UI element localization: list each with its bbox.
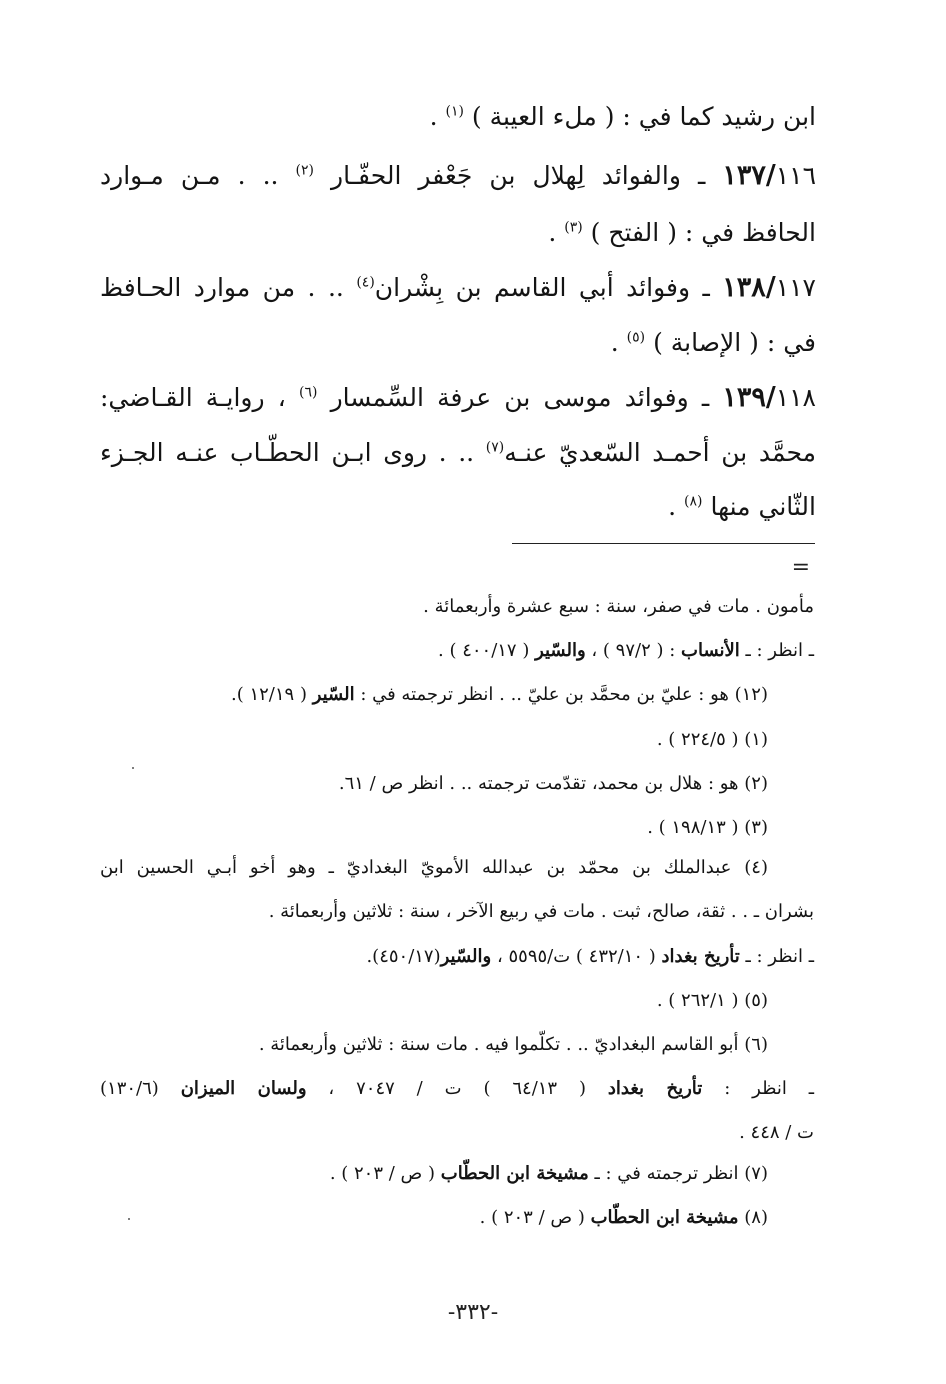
entry-end: .	[548, 218, 557, 247]
intro-text: ابن رشيد كما في : ( ملء العيبة )	[471, 102, 816, 131]
footnote-ref: (٧)	[485, 439, 505, 456]
entry-separator: /	[765, 382, 776, 413]
footnote-8	[480, 1207, 768, 1228]
source-title: الأنساب	[681, 640, 740, 661]
footnote-1: (١) ( ٢٢٤/٥ ) .	[656, 729, 768, 750]
footnote-text: ( ٤٣٢/١٠ ) ت/٥٥٩٥ ،	[491, 946, 662, 967]
footnote-7	[330, 1163, 768, 1184]
entry-text: الحافظ في : ( الفتح )	[590, 218, 816, 247]
footnote-text: (١٣٠/٦)	[100, 1078, 159, 1099]
entry-text: ـ والفوائد لِهلال بن جَعْفر الحفّـار	[314, 161, 723, 190]
footnote-2: (٢) هو : هلال بن محمد، تقدّمت ترجمته .. . انظر ص / ٦١.	[338, 773, 768, 794]
footnote-continued-text: مأمون . مات في صفر، سنة : سبع عشرة وأربعمائة .	[423, 596, 814, 617]
footnote-ref: (٥)	[626, 329, 646, 346]
entry-139-line	[100, 382, 816, 413]
entry-text: الثّاني منها	[710, 492, 816, 521]
entry-137-line	[100, 160, 816, 191]
footnote-12	[231, 684, 768, 705]
entry-tail: .. . من موارد الحـافظ	[100, 273, 344, 302]
entry-number: ١٣٧	[722, 160, 766, 191]
footnote-text: : ( ٩٧/٢ ) ،	[585, 640, 682, 661]
entry-137-continuation	[548, 218, 816, 247]
entry-end: .	[610, 328, 619, 357]
source-title: ولسان الميزان	[180, 1078, 307, 1099]
footnote-text: ـ انظر :	[702, 1078, 814, 1099]
entry-text: ـ وفوائد موسى بن عرفة السِّمسار	[317, 383, 723, 412]
continuation-mark: =	[791, 555, 810, 580]
footnote-ref: (٦)	[298, 384, 318, 401]
footnote-text: ( ٤٠٠/١٧ ) .	[438, 640, 536, 661]
footnote-text: ـ انظر : ـ	[739, 946, 814, 967]
source-title: تأريخ بغداد	[607, 1078, 703, 1099]
page-number: -٣٣٢-	[447, 1300, 499, 1325]
source-title: تأريخ بغداد	[661, 946, 740, 967]
footnote-text: (٨)	[738, 1207, 768, 1228]
entry-subnumber: ١١٨	[775, 383, 816, 412]
footnote-4: (٤) عبدالملك بن محمّد بن عبدالله الأمويّ البغداديّ ـ وهو أخو أبـي الحسين ابن	[100, 857, 768, 878]
footnote-text: (١٢) هو : عليّ بن محمَّد بن عليّ .. . انظر ترجمته في :	[354, 684, 768, 705]
entry-text: محمَّد بن أحمـد السّعديّ عنـه	[504, 438, 816, 467]
footnote-text: ( ١٢/١٩ ).	[231, 684, 313, 705]
footnote-ref: (٤)	[356, 274, 375, 291]
entry-138-continuation	[611, 328, 816, 357]
footnote-ref: (٢)	[295, 162, 314, 179]
footnote-text: ( ص / ٢٠٣ ) .	[479, 1207, 591, 1228]
source-title: مشيخة ابن الحطّاب	[590, 1207, 739, 1228]
entry-end: .	[668, 492, 677, 521]
scan-speck	[128, 1218, 130, 1220]
entry-139-end-line	[668, 492, 816, 521]
footnote-text: ـ انظر : ـ	[739, 640, 814, 661]
entry-separator: /	[765, 272, 776, 303]
source-title: السّير	[312, 684, 355, 705]
entry-tail: .. . روى ابـن الحطّـاب عنـه الجـزء	[100, 438, 475, 467]
footnote-text: ( ٦٤/١٣ ) ت / ٧٠٤٧ ،	[306, 1078, 608, 1099]
footnote-4-continuation: بشران ـ . . ثقة، صالح، ثبت . مات في ربيع الآخر ، سنة : ثلاثين وأربعمائة .	[268, 901, 814, 922]
footnote-4-reference-line	[366, 946, 814, 967]
entry-tail: ، روايـة القـاضي:	[100, 383, 286, 412]
footnote-6-reference-line	[100, 1078, 814, 1099]
footnote-text: (٤٥٠/١٧).	[366, 946, 441, 967]
entry-number: ١٣٨	[722, 272, 766, 303]
source-title: مشيخة ابن الحطّاب	[440, 1163, 589, 1184]
footnote-5: (٥) ( ٢٦٢/١ ) .	[656, 990, 768, 1011]
footnote-ref: (١)	[445, 103, 464, 120]
footnote-6-continuation: ت / ٤٤٨ .	[739, 1122, 814, 1143]
entry-tail: .. . مـن مـوارد	[100, 161, 279, 190]
entry-separator: /	[765, 160, 776, 191]
footnote-reference-line	[438, 640, 814, 661]
footnote-divider	[512, 543, 815, 544]
source-title: والسّير	[440, 946, 492, 967]
source-title: والسّير	[535, 640, 586, 661]
scan-speck	[132, 767, 134, 769]
footnote-ref: (٣)	[564, 219, 583, 236]
entry-subnumber: ١١٦	[775, 161, 817, 190]
footnote-6: (٦) أبو القاسم البغداديّ .. . تكلّموا فيه . مات سنة : ثلاثين وأربعمائة .	[258, 1034, 768, 1055]
entry-number: ١٣٩	[722, 382, 766, 413]
entry-138-line	[100, 272, 816, 303]
intro-line	[430, 102, 816, 131]
entry-139-continuation	[100, 438, 816, 467]
entry-text: ـ وفوائد أبي القاسم بن بِشْران	[374, 273, 723, 302]
intro-end: .	[429, 102, 438, 131]
footnote-text: (٧) انظر ترجمته في : ـ	[588, 1163, 768, 1184]
footnote-3: (٣) ( ١٩٨/١٣ ) .	[647, 817, 768, 838]
footnote-ref: (٨)	[684, 493, 703, 510]
entry-text: في : ( الإصابة )	[653, 328, 816, 357]
entry-subnumber: ١١٧	[775, 273, 816, 302]
footnote-text: ( ص / ٢٠٣ ) .	[329, 1163, 441, 1184]
